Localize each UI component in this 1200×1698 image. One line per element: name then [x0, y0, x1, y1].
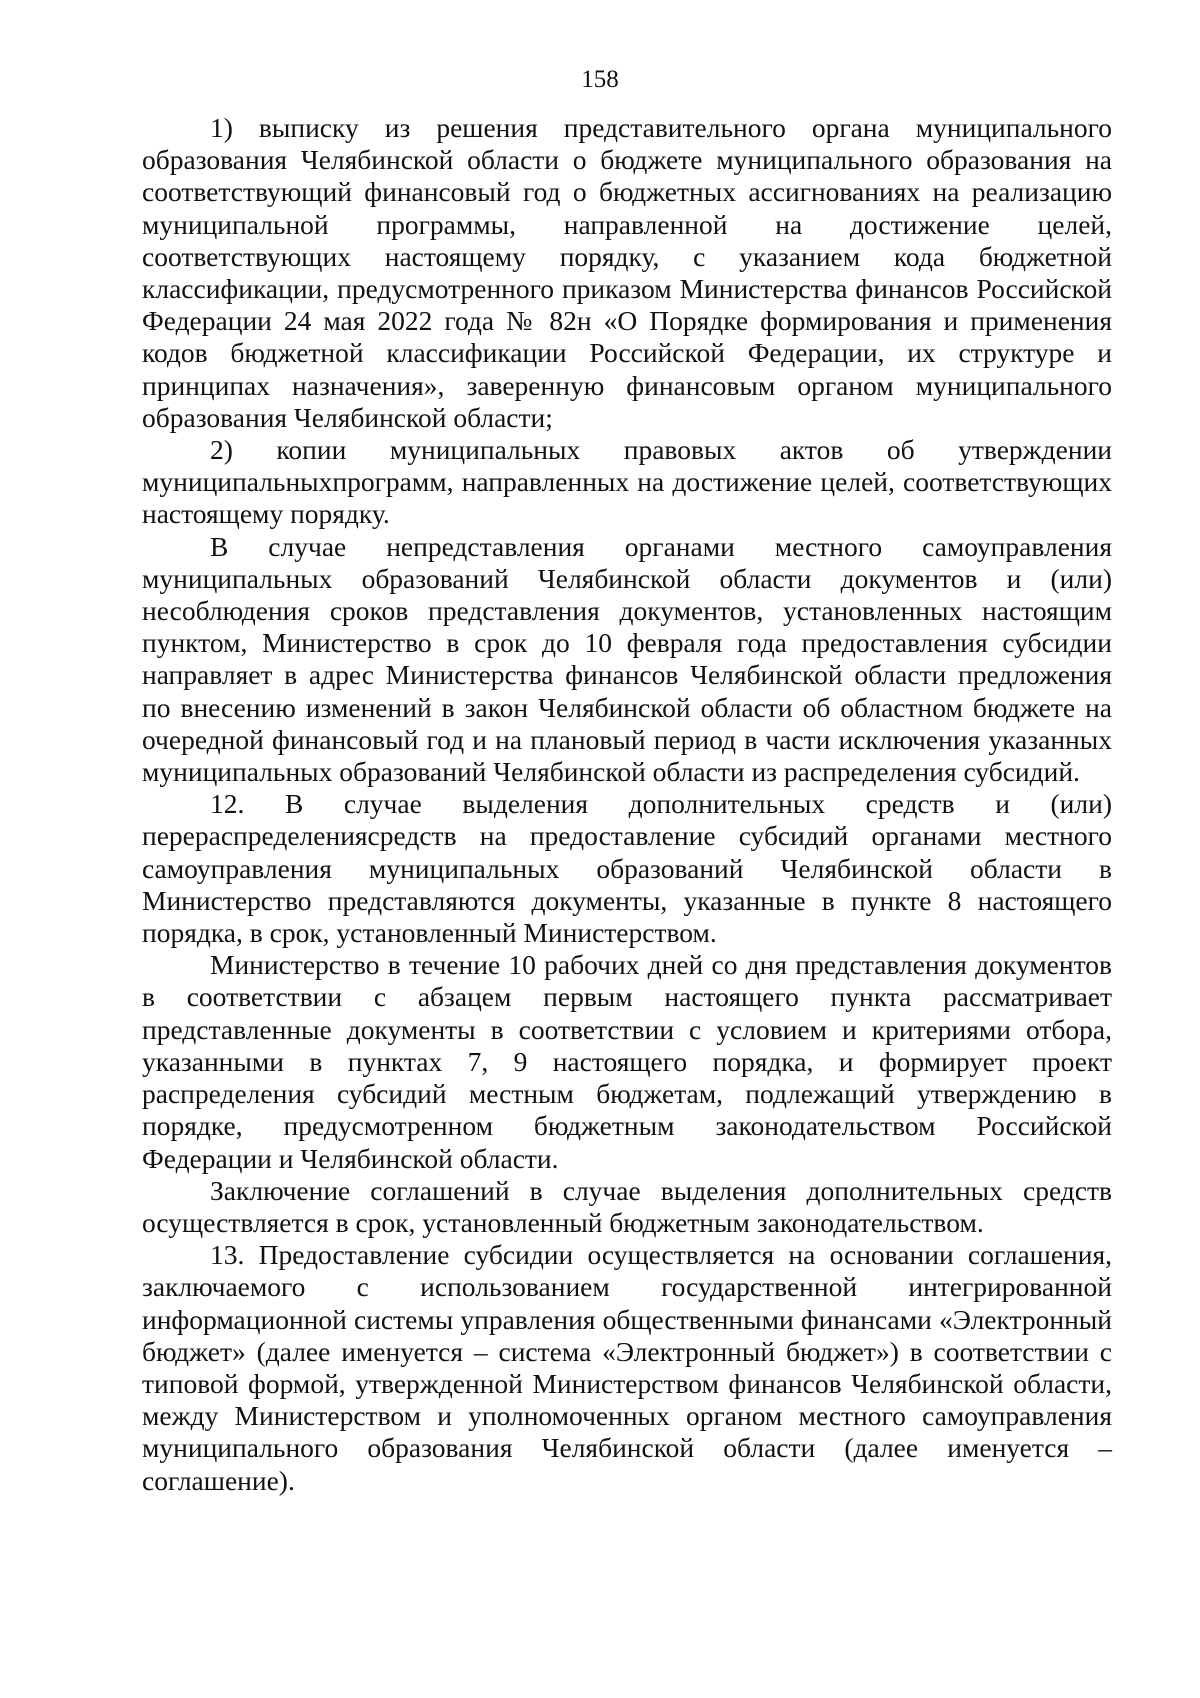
paragraph-clause-13: 13. Предоставление субсидии осуществляется на основании соглашения, заключаемого с использованием государственной интегрированной информационной системы управления общественными финансами «Электронный бюджет» (далее именуется – система «Электронный бюджет») в соответствии с типовой формой, утвержденной Министерством финансов Челябинской области, между Министерством и уполномоченных органом местного самоуправления муниципального образования Челябинской области (далее именуется – соглашение). [142, 1239, 1112, 1496]
page-number: 158 [581, 66, 619, 93]
paragraph-agreements: Заключение соглашений в случае выделения дополнительных средств осуществляется в срок, установленный бюджетным законодательством. [142, 1174, 1112, 1238]
paragraph-ministry-review: Министерство в течение 10 рабочих дней со дня представления документов в соответствии с абзацем первым настоящего пункта рассматривает представленные документы в соответствии с условием и критериями отбора, указанными в пунктах 7, 9 настоящего порядка, и формирует проект распределения субсидий местным бюджетам, подлежащий утверждению в порядке, предусмотренном бюджетным законодательством Российской Федерации и Челябинской области. [142, 949, 1112, 1174]
paragraph-missing-documents: В случае непредставления органами местного самоуправления муниципальных образований Челябинской области документов и (или) несоблюдения сроков представления документов, установленных настоящим пунктом, Министерство в срок до 10 февраля года предоставления субсидии направляет в адрес Министерства финансов Челябинской области предложения по внесению изменений в закон Челябинской области об областном бюджете на очередной финансовый год и на плановый период в части исключения указанных муниципальных образований Челябинской области из распределения субсидий. [142, 530, 1112, 788]
paragraph-item-2: 2) копии муниципальных правовых актов об утверждении муниципальныхпрограмм, направленных на достижение целей, соответствующих настоящему порядку. [142, 434, 1112, 530]
paragraph-item-1: 1) выписку из решения представительного органа муниципального образования Челябинской области о бюджете муниципального образования на соответствующий финансовый год о бюджетных ассигнованиях на реализацию муниципальной программы, направленной на достижение целей, соответствующих настоящему порядку, с указанием кода бюджетной классификации, предусмотренного приказом Министерства финансов Российской Федерации 24 мая 2022 года № 82н «О Порядке формирования и применения кодов бюджетной классификации Российской Федерации, их структуре и принципах назначения», заверенную финансовым органом муниципального образования Челябинской области; [142, 112, 1112, 433]
paragraph-clause-12: 12. В случае выделения дополнительных средств и (или) перераспределениясредств на предоставление субсидий органами местного самоуправления муниципальных образований Челябинской области в Министерство представляются документы, указанные в пункте 8 настоящего порядка, в срок, установленный Министерством. [142, 788, 1112, 949]
document-body [142, 112, 1112, 1497]
